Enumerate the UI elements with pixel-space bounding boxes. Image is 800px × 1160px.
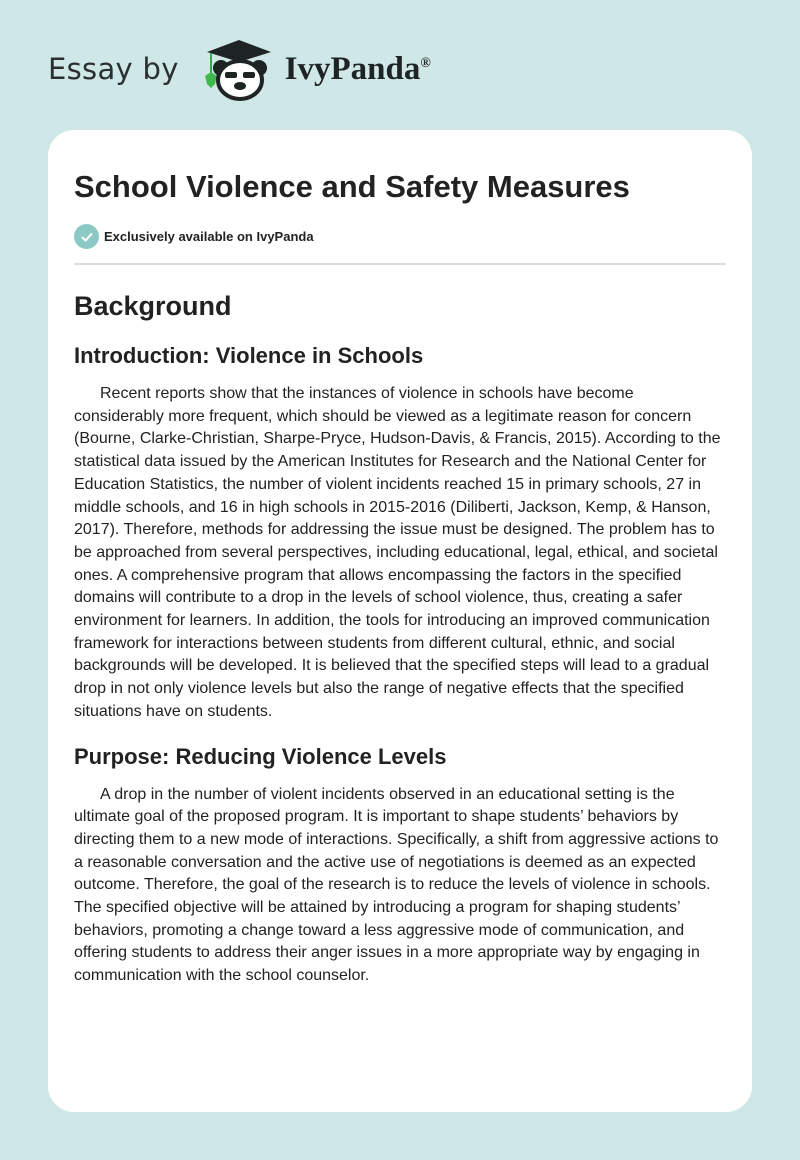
essay-by-label: Essay by — [48, 52, 179, 86]
panda-graduate-icon — [197, 36, 277, 102]
exclusive-label: Exclusively available on IvyPanda — [104, 229, 314, 244]
check-icon — [74, 224, 99, 249]
subsection-heading: Purpose: Reducing Violence Levels — [74, 743, 447, 769]
subsection-heading: Introduction: Violence in Schools — [74, 343, 424, 368]
brand-name — [285, 51, 431, 88]
article-title: School Violence and Safety Measures — [74, 169, 630, 204]
exclusive-badge — [74, 224, 726, 249]
divider — [74, 263, 726, 265]
article-card — [48, 130, 752, 1112]
paragraph: Recent reports show that the instances of violence in schools have become considerably more frequent, which should be viewed as a legitimate reason for concern (Bourne, Clarke-Christian, Sharpe-Pryce, Hudson-Davis, & Francis, 2015). According to the statistical data issued by the American Institutes for Research and the National Center for Education Statistics, the number of violent incidents reached 15 in primary schools, 27 in middle schools, and 16 in high schools in 2015-2016 (Diliberti, Jackson, Kemp, & Hanson, 2017). Therefore, methods for addressing the issue must be designed. The problem has to be approached from several perspectives, including educational, legal, ethical, and societal ones. A comprehensive program that allows encompassing the factors in the specified domains will contribute to a drop in the levels of school violence, thus, creating a safer environment for learners. In addition, the tools for introducing an improved communication framework for interactions between students from different cultural, ethnic, and social backgrounds will be developed. It is believed that the specified steps will lead to a gradual drop in not only violence levels but also the range of negative effects that the specified situations have on students. — [74, 385, 721, 720]
registered-mark: ® — [420, 55, 431, 71]
section-heading: Background — [74, 291, 232, 321]
paragraph: A drop in the number of violent incidents observed in an educational setting is the ultimate goal of the proposed program. It is important to shape students’ behaviors by directing them to a new mode of interactions. Specifically, a shift from aggressive actions to a reasonable conversation and the active use of negotiations is deemed as an expected outcome. Therefore, the goal of the research is to reduce the levels of violence in schools. The specified objective will be attained by introducing a program for shaping students’ behaviors, promoting a change toward a less aggressive mode of communication, and offering students to address their anger issues in a more appropriate way by engaging in communication with the school counselor. — [74, 785, 719, 985]
site-header — [48, 34, 431, 104]
brand-text: IvyPanda — [284, 50, 421, 87]
ivypanda-logo[interactable] — [197, 36, 431, 102]
